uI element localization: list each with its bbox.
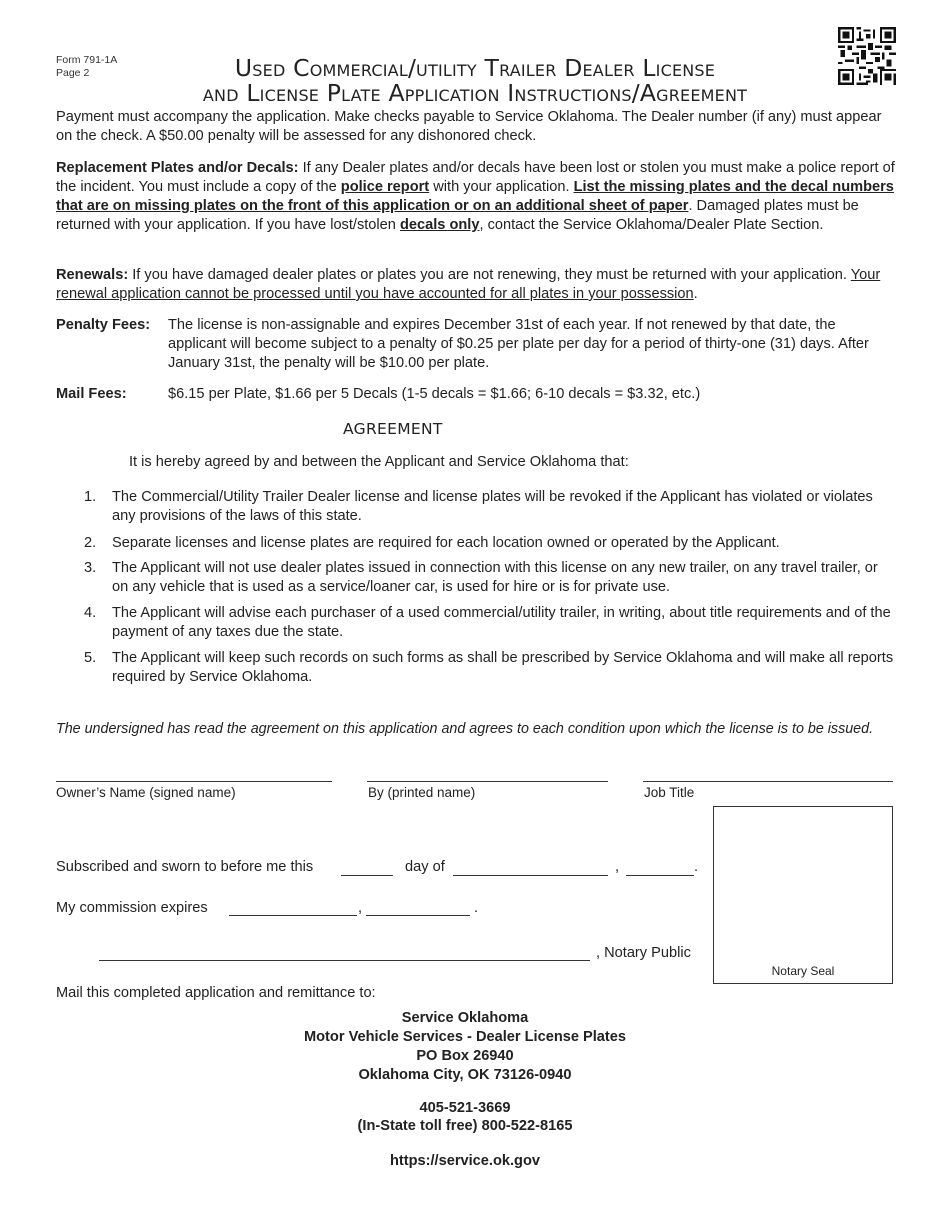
website-link[interactable]: https://service.ok.gov <box>389 1153 541 1169</box>
penalty-fees-label: Penalty Fees: <box>56 317 151 333</box>
owner-name-field[interactable] <box>56 781 332 782</box>
date-comma: , <box>615 859 620 875</box>
page-title <box>0 56 950 106</box>
missing-plates-emphasis: List the missing plates and the decal numbers that are on missing plates on the front of this application or on an additional sheet of paper <box>56 179 894 214</box>
page-number: Page 2 <box>56 67 90 79</box>
mail-pobox: PO Box 26940 <box>416 1048 514 1064</box>
renewals-text-1: If you have damaged dealer plates or plates you are not renewing, they must be returned with your application. <box>128 267 851 283</box>
agreement-heading: AGREEMENT <box>343 420 443 438</box>
item-number: 1. <box>84 489 97 505</box>
phone-number: 405-521-3669 <box>419 1100 511 1116</box>
renewals-heading: Renewals: <box>56 267 129 283</box>
commission-period: . <box>474 900 479 916</box>
item-number: 4. <box>84 605 97 621</box>
mail-intro: Mail this completed application and remittance to: <box>56 985 376 1001</box>
commission-date-field[interactable] <box>229 915 357 916</box>
printed-name-label: By (printed name) <box>368 785 476 800</box>
item-text: The Applicant will advise each purchaser of a used commercial/utility trailer, in writing, about title requirements and of the payment of any taxes due the state. <box>112 605 891 640</box>
year-field[interactable] <box>626 875 694 876</box>
agreement-statement: The undersigned has read the agreement on this application and agrees to each condition upon which the license is to be issued. <box>56 721 874 737</box>
notary-seal-label: Notary Seal <box>771 964 835 978</box>
month-field[interactable] <box>453 875 608 876</box>
toll-free-number: (In-State toll free) 800-522-8165 <box>357 1118 573 1134</box>
commission-year-field[interactable] <box>366 915 470 916</box>
subscribed-text: Subscribed and sworn to before me this <box>56 859 314 875</box>
notary-seal-box <box>713 806 893 984</box>
item-number: 2. <box>84 535 97 551</box>
job-title-field[interactable] <box>643 781 893 782</box>
agreement-intro: It is hereby agreed by and between the Applicant and Service Oklahoma that: <box>129 454 629 470</box>
mail-fees-row <box>56 385 896 405</box>
replacement-text-1: If any Dealer plates and/or decals have been lost or stolen you must make a police report of the incident. You must include a copy of the <box>56 160 895 195</box>
title-line-2: and License Plate Application Instructions/Agreement <box>202 79 748 107</box>
title-line-1: Used Commercial/utility Trailer Dealer License <box>234 54 716 82</box>
notary-signature-field[interactable] <box>99 960 590 961</box>
item-number: 5. <box>84 650 97 666</box>
item-text: The Applicant will not use dealer plates issued in connection with this license on any new trailer, on any travel trailer, or on any vehicle that is used as a service/loaner car, is used for hire or is for private use. <box>112 560 878 595</box>
commission-comma: , <box>358 900 363 916</box>
item-text: The Commercial/Utility Trailer Dealer license and license plates will be revoked if the Applicant has violated or violates any provisions of the laws of this state. <box>112 489 873 524</box>
penalty-fees-row <box>56 316 896 376</box>
payment-paragraph: Payment must accompany the application. Make checks payable to Service Oklahoma. The Dealer number (if any) must appear on the check. A $50.00 penalty will be assessed for any dishonored check. <box>56 109 882 144</box>
printed-name-field[interactable] <box>367 781 608 782</box>
item-number: 3. <box>84 560 97 576</box>
police-report-emphasis: police report <box>340 179 430 195</box>
mail-fees-text: $6.15 per Plate, $1.66 per 5 Decals (1-5 decals = $1.66; 6-10 decals = $3.32, etc.) <box>168 386 701 402</box>
decals-only-emphasis: decals only <box>399 217 480 233</box>
renewals-text-2: . <box>693 286 698 302</box>
replacement-text-3: . Damaged plates must be returned with your application. If you have lost/stolen <box>56 198 859 233</box>
renewal-accounting-emphasis: Your renewal application cannot be processed until you have accounted for all plates in your possession <box>56 267 881 302</box>
mail-org: Service Oklahoma <box>401 1010 529 1026</box>
replacement-heading: Replacement Plates and/or Decals: <box>56 160 299 176</box>
job-title-label: Job Title <box>644 785 695 800</box>
form-number: Form 791-1A <box>56 54 118 66</box>
replacement-paragraph <box>56 159 896 235</box>
replacement-text-4: , contact the Service Oklahoma/Dealer Plate Section. <box>479 217 824 233</box>
penalty-fees-text: The license is non-assignable and expires December 31st of each year. If not renewed by that date, the applicant will become subject to a penalty of $0.25 per plate per day for a period of thirty-one (31) days. After January 31st, the penalty will be $10.00 per plate. <box>168 317 869 371</box>
owner-name-label: Owner’s Name (signed name) <box>56 785 236 800</box>
replacement-text-2: with your application. <box>429 179 574 195</box>
item-text: Separate licenses and license plates are required for each location owned or operated by the Applicant. <box>112 535 780 551</box>
mail-fees-label: Mail Fees: <box>56 386 127 402</box>
mail-city: Oklahoma City, OK 73126-0940 <box>358 1067 572 1083</box>
commission-text: My commission expires <box>56 900 208 916</box>
day-field[interactable] <box>341 875 393 876</box>
qr-code-icon <box>838 27 896 85</box>
renewals-paragraph <box>56 266 896 304</box>
item-text: The Applicant will keep such records on such forms as shall be prescribed by Service Oklahoma and will make all reports required by Service Oklahoma. <box>112 650 894 685</box>
notary-public-label: , Notary Public <box>596 945 691 961</box>
mail-dept: Motor Vehicle Services - Dealer License Plates <box>303 1029 627 1045</box>
day-of-text: day of <box>405 859 445 875</box>
date-period: . <box>694 859 699 875</box>
